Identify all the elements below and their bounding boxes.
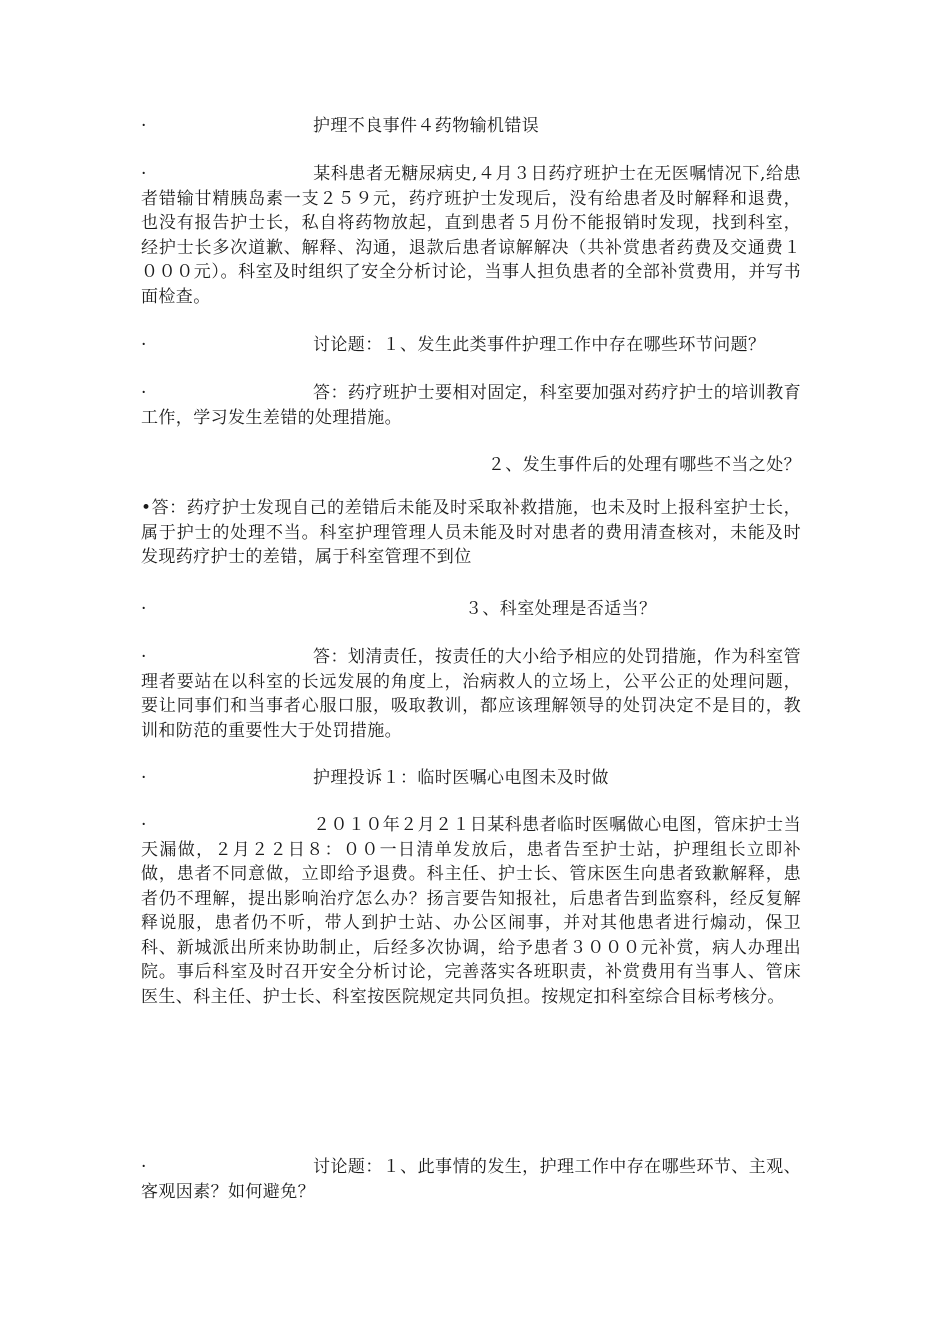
paragraph-complaint-title — [141, 766, 801, 791]
bullet-marker — [141, 381, 313, 406]
incident-title: 护理不良事件４药物输机错误 — [313, 116, 540, 136]
complaint-body-text: ２０１０年２月２１日某科患者临时医嘱做心电图，管床护士当天漏做，２月２２日８：００一日清单发放后，患者告至护士站，护理组长立即补做，患者不同意做，立即给予退费。科主任、护士长、管床医生向患者致歉解释，患者仍不理解，提出影响治疗怎么办？扬言要告知报社，后患者告到监察科，经反复解释说服，患者仍不听，带人到护士站、办公区闹事，并对其他患者进行煽动，保卫科、新城派出所来协助制止，后经多次协调，给予患者３０００元补赏，病人办理出院。事后科室及时召开安全分析讨论，完善落实各班职责，补赏费用有当事人、管床医生、科主任、护士长、科室按医院规定共同负担。按规定扣科室综合目标考核分。 — [141, 815, 801, 1007]
paragraph-answer-3 — [141, 645, 801, 743]
paragraph-incident-body — [141, 162, 801, 309]
bullet-dot: · — [141, 116, 147, 136]
paragraph-answer-1 — [141, 381, 801, 430]
bullet-dot: · — [141, 383, 147, 403]
question-4-text: 讨论题：１、此事情的发生，护理工作中存在哪些环节、主观、客观因素？如何避免？ — [141, 1157, 801, 1202]
paragraph-question-1 — [141, 333, 801, 358]
bullet-dot: · — [141, 647, 147, 667]
bullet-marker — [141, 597, 465, 622]
answer-3-text: 答：划清责任，按责任的大小给予相应的处罚措施，作为科室管理者要站在以科室的长远发展的角度上，治病救人的立场上，公平公正的处理问题，要让同事们和当事者心服口服，吸取教训，都应该理解领导的处罚决定不是目的，教训和防范的重要性大于处罚措施。 — [141, 647, 801, 741]
bullet-dot-bold: • — [141, 498, 152, 518]
paragraph-complaint-body — [141, 813, 801, 1009]
paragraph-incident-title — [141, 114, 801, 139]
bullet-dot: · — [141, 768, 147, 788]
bullet-dot: · — [141, 1157, 147, 1177]
bullet-dot: · — [141, 335, 147, 355]
paragraph-question-4 — [141, 1155, 801, 1204]
complaint-title: 护理投诉１：临时医嘱心电图未及时做 — [313, 768, 609, 788]
bullet-marker — [141, 333, 313, 358]
bullet-dot: · — [141, 815, 147, 835]
bullet-marker — [141, 162, 313, 187]
bullet-marker — [141, 766, 313, 791]
question-1-text: 讨论题：１、发生此类事件护理工作中存在哪些环节问题？ — [313, 335, 766, 355]
paragraph-question-3 — [141, 597, 801, 622]
paragraph-answer-2 — [141, 496, 801, 570]
bullet-marker — [141, 645, 313, 670]
bullet-marker — [141, 1155, 313, 1180]
bullet-dot: · — [141, 164, 147, 184]
answer-1-text: 答：药疗班护士要相对固定，科室要加强对药疗护士的培训教育工作，学习发生差错的处理措施。 — [141, 383, 801, 428]
bullet-marker — [141, 114, 313, 139]
paragraph-question-2 — [141, 453, 801, 478]
answer-2-text: 答：药疗护士发现自己的差错后未能及时采取补救措施，也未及时上报科室护士长，属于护士的处理不当。科室护理管理人员未能及时对患者的费用清查核对，未能及时发现药疗护士的差错，属于科室管理不到位 — [141, 498, 801, 567]
bullet-marker — [141, 813, 313, 838]
incident-body-text: 某科患者无糖尿病史,４月３日药疗班护士在无医嘱情况下,给患者错输甘精胰岛素一支２５９元，药疗班护士发现后，没有给患者及时解释和退费，也没有报告护士长，私自将药物放起，直到患者５月份不能报销时发现，找到科室，经护士长多次道歉、解释、沟通，退款后患者谅解解决（共补赏患者药费及交通费１０００元）。科室及时组织了安全分析讨论，当事人担负患者的全部补赏费用，并写书面检查。 — [141, 164, 801, 307]
question-3-text: ３、科室处理是否适当？ — [465, 599, 657, 619]
bullet-dot: · — [141, 599, 147, 619]
question-2-text: ２、发生事件后的处理有哪些不当之处？ — [487, 455, 801, 475]
